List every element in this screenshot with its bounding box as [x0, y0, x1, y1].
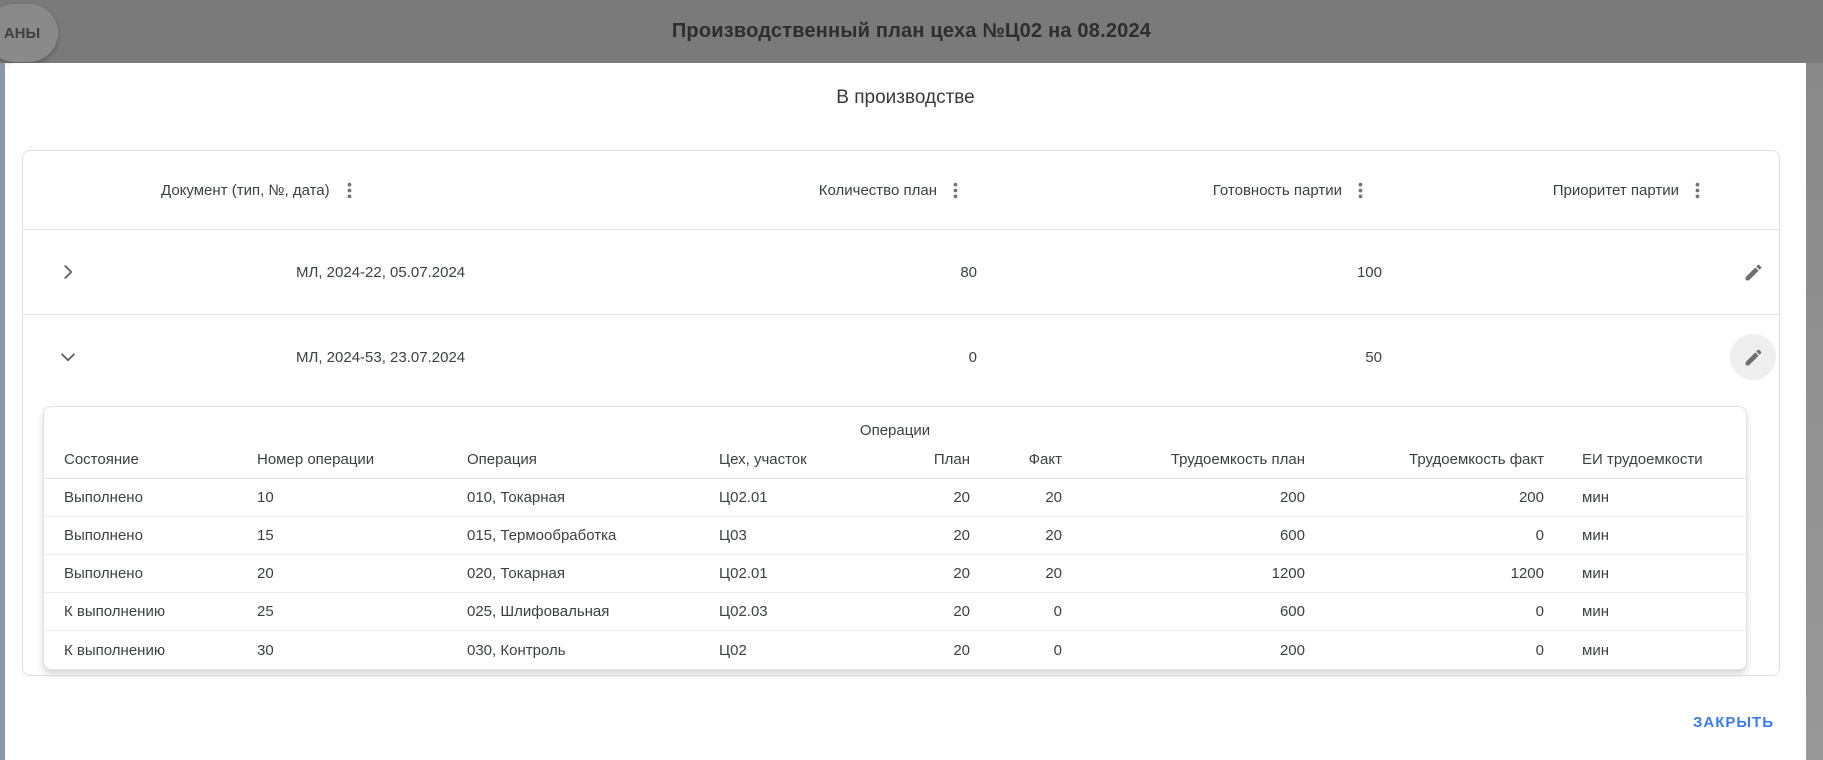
column-header-document: [113, 180, 603, 201]
edit-cell: [1725, 249, 1781, 295]
column-menu-batch-readiness-button[interactable]: [1351, 180, 1370, 201]
column-header-quantity-plan-label: Количество план: [818, 181, 937, 199]
edit-cell: [1725, 334, 1781, 380]
collapse-row-button[interactable]: [53, 342, 83, 372]
column-header-batch-priority: [1388, 180, 1725, 201]
labor-unit-cell: мин: [1582, 489, 1609, 506]
ops-column-labor-plan: Трудоемкость план: [1170, 451, 1305, 468]
state-cell: К выполнению: [64, 641, 166, 659]
labor-plan-cell: 600: [1279, 527, 1305, 544]
state-cell: Выполнено: [64, 565, 143, 582]
labor-unit-cell: мин: [1582, 527, 1609, 544]
ops-column-plan: План: [933, 451, 970, 468]
workshop-cell: Ц02: [719, 641, 747, 659]
plan-cell: 20: [953, 641, 970, 659]
batch-readiness-cell: 50: [1365, 348, 1382, 366]
operations-table-header: [44, 441, 1746, 479]
fact-cell: 20: [1045, 565, 1062, 582]
close-button[interactable]: ЗАКРЫТЬ: [1681, 706, 1786, 739]
labor-unit-cell: мин: [1582, 565, 1609, 582]
column-header-batch-readiness: [983, 180, 1388, 201]
labor-plan-cell: 200: [1279, 641, 1305, 659]
plan-cell: 20: [953, 527, 970, 544]
column-header-quantity-plan: [603, 180, 983, 201]
page-title: Производственный план цеха №Ц02 на 08.2024: [671, 20, 1152, 42]
quantity-plan-cell: 80: [960, 263, 977, 281]
column-header-document-label: Документ (тип, №, дата): [161, 181, 330, 199]
workshop-cell: Ц02.01: [719, 489, 768, 506]
column-menu-document-button[interactable]: [340, 180, 359, 201]
edit-row-button[interactable]: [1730, 334, 1776, 380]
workshop-cell: Ц02.03: [719, 603, 768, 620]
backdrop-right-strip: [1806, 63, 1823, 760]
batch-readiness-cell: 100: [1356, 263, 1382, 281]
operation-cell: 015, Термообработка: [467, 527, 617, 544]
documents-table: [22, 150, 1780, 676]
ops-column-operation: Операция: [467, 451, 537, 468]
more-vert-icon: [948, 182, 963, 199]
labor-fact-cell: 0: [1535, 641, 1544, 659]
more-vert-icon: [342, 182, 357, 199]
ops-column-number: Номер операции: [257, 451, 375, 468]
plan-cell: 20: [953, 489, 970, 506]
operations-detail-panel: [23, 399, 1779, 675]
operation-row-5[interactable]: [44, 631, 1746, 669]
ops-column-labor-fact: Трудоемкость факт: [1409, 451, 1544, 468]
ops-column-fact: Факт: [1028, 451, 1062, 468]
modal-backdrop-header: [0, 0, 1823, 63]
column-menu-batch-priority-button[interactable]: [1688, 180, 1707, 201]
labor-unit-cell: мин: [1582, 641, 1609, 659]
state-cell: Выполнено: [64, 489, 143, 506]
labor-fact-cell: 1200: [1510, 565, 1544, 582]
labor-unit-cell: мин: [1582, 603, 1609, 620]
number-cell: 20: [257, 565, 274, 582]
operation-cell: 025, Шлифовальная: [467, 603, 610, 620]
chevron-right-icon: [57, 261, 79, 283]
document-cell: МЛ, 2024-53, 23.07.2024: [296, 348, 466, 366]
labor-plan-cell: 1200: [1271, 565, 1305, 582]
document-row-2[interactable]: [23, 314, 1779, 399]
pencil-icon: [1743, 347, 1764, 368]
quantity-plan-cell: 0: [968, 348, 977, 366]
edit-row-button[interactable]: [1730, 249, 1776, 295]
operation-row-3[interactable]: [44, 555, 1746, 593]
pencil-icon: [1743, 262, 1764, 283]
labor-plan-cell: 200: [1279, 489, 1305, 506]
expand-row-button[interactable]: [53, 257, 83, 287]
column-menu-quantity-plan-button[interactable]: [946, 180, 965, 201]
operation-cell: 030, Контроль: [467, 641, 566, 659]
operation-row-1[interactable]: [44, 479, 1746, 517]
ops-column-labor-unit: ЕИ трудоемкости: [1582, 451, 1703, 468]
operations-title: Операции: [859, 422, 931, 439]
state-cell: Выполнено: [64, 527, 143, 544]
dialog-footer: [5, 676, 1806, 739]
more-vert-icon: [1353, 182, 1368, 199]
number-cell: 10: [257, 489, 274, 506]
expand-cell: [23, 342, 113, 372]
operations-table: [43, 406, 1747, 670]
plan-cell: 20: [953, 565, 970, 582]
documents-table-header: [23, 151, 1779, 229]
state-cell: К выполнению: [64, 603, 166, 620]
section-title: В производстве: [836, 87, 975, 108]
workshop-cell: Ц03: [719, 527, 747, 544]
labor-plan-cell: 600: [1279, 603, 1305, 620]
fact-cell: 0: [1053, 603, 1062, 620]
column-header-batch-priority-label: Приоритет партии: [1552, 181, 1679, 199]
fact-cell: 0: [1053, 641, 1062, 659]
ops-column-workshop: Цех, участок: [719, 451, 807, 468]
labor-fact-cell: 200: [1518, 489, 1544, 506]
labor-fact-cell: 0: [1535, 603, 1544, 620]
expand-cell: [23, 257, 113, 287]
labor-fact-cell: 0: [1535, 527, 1544, 544]
number-cell: 15: [257, 527, 274, 544]
ops-column-state: Состояние: [64, 451, 139, 468]
chevron-down-icon: [57, 346, 79, 368]
number-cell: 25: [257, 603, 274, 620]
operation-row-4[interactable]: [44, 593, 1746, 631]
workshop-cell: Ц02.01: [719, 565, 768, 582]
fact-cell: 20: [1045, 489, 1062, 506]
plan-cell: 20: [953, 603, 970, 620]
number-cell: 30: [257, 641, 274, 659]
column-header-batch-readiness-label: Готовность партии: [1212, 181, 1342, 199]
background-tab-label: АНЫ: [3, 24, 41, 42]
fact-cell: 20: [1045, 527, 1062, 544]
document-row-1[interactable]: [23, 229, 1779, 314]
operation-cell: 020, Токарная: [467, 565, 566, 582]
production-plan-dialog: [5, 63, 1806, 760]
operation-cell: 010, Токарная: [467, 489, 566, 506]
document-cell: МЛ, 2024-22, 05.07.2024: [296, 263, 466, 281]
operation-row-2[interactable]: [44, 517, 1746, 555]
more-vert-icon: [1690, 182, 1705, 199]
